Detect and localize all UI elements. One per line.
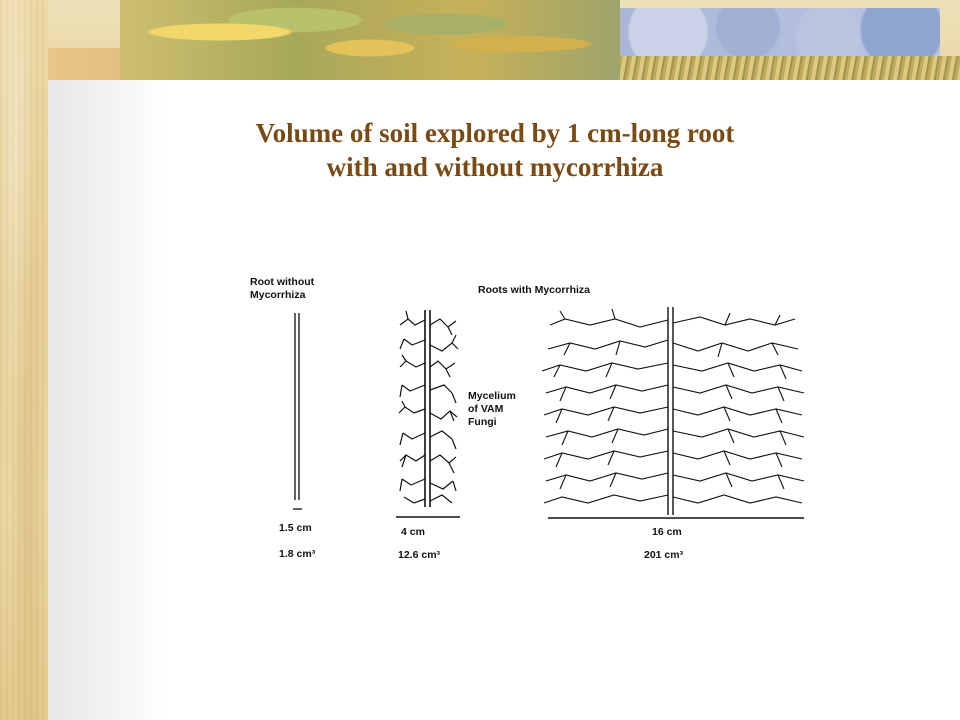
panel2-width-label: 4 cm	[401, 526, 425, 538]
title-line-2: with and without mycorrhiza	[326, 152, 664, 182]
label-mycelium-line2: of VAM	[468, 403, 504, 415]
panel3-width-label: 16 cm	[652, 526, 682, 538]
panel1-volume-label: 1.8 cm³	[279, 548, 316, 560]
banner-grass-image	[620, 56, 960, 80]
banner-leaves-image	[120, 0, 620, 80]
label-mycelium-line1: Mycelium	[468, 390, 516, 402]
mycorrhizal-root-small	[396, 310, 460, 517]
panel3-volume-label: 201 cm³	[644, 549, 684, 561]
panel1-width-label: 1.5 cm	[279, 522, 312, 534]
mycorrhizal-root-large	[542, 307, 804, 518]
left-parchment-strip	[0, 0, 48, 720]
panel2-volume-label: 12.6 cm³	[398, 549, 441, 561]
root-volume-diagram	[220, 215, 820, 575]
bare-root	[293, 313, 302, 509]
slide-title	[150, 116, 840, 184]
banner-flowers-image	[620, 8, 940, 56]
label-mycelium-line3: Fungi	[468, 416, 497, 428]
label-root-without-line2: Mycorrhiza	[250, 289, 306, 301]
label-root-without-line1: Root without	[250, 276, 315, 288]
label-roots-with: Roots with Mycorrhiza	[478, 284, 591, 296]
title-line-1: Volume of soil explored by 1 cm-long root	[255, 118, 735, 148]
